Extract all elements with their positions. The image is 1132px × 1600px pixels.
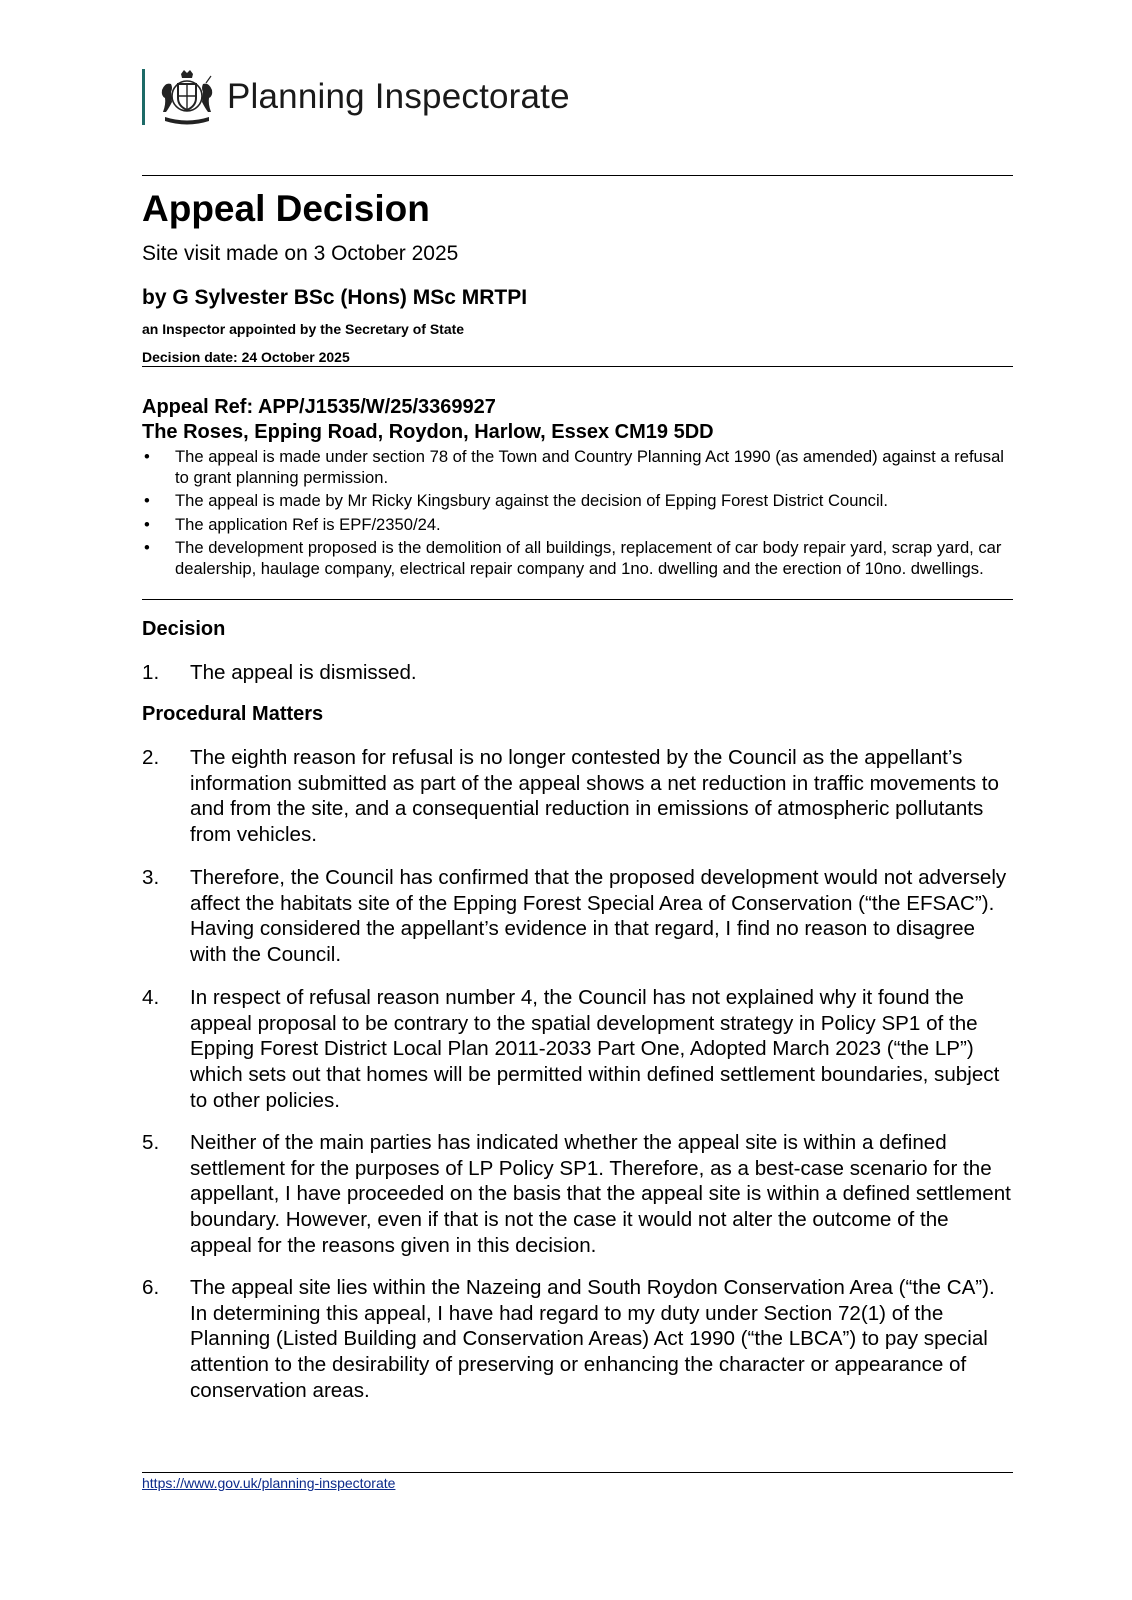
list-item: • The development proposed is the demolition of all buildings, replacement of car body repair yard, scrap yard, car dealership, haulage company, electrical repair company and 1no. dwelling and the erection of 10no. dwellings. (142, 538, 1013, 579)
paragraph-number: 1. (142, 661, 160, 684)
footer-divider (142, 1472, 1013, 1473)
paragraph-6 (142, 1275, 1013, 1404)
paragraph-4 (142, 985, 1013, 1114)
paragraph-number: 5. (142, 1131, 160, 1154)
paragraph-text: Therefore, the Council has confirmed that the proposed development would not adversely affect the habitats site of the Epping Forest Special Area of Conservation (“the EFSAC”). Having considered the appellant’s evidence in that regard, I find no reason to disagree with the Council. (190, 866, 1007, 967)
page-title: Appeal Decision (142, 188, 430, 229)
site-visit-date: Site visit made on 3 October 2025 (142, 242, 459, 265)
paragraph-text: In respect of refusal reason number 4, the Council has not explained why it found the appeal proposal to be contrary to the spatial development strategy in Policy SP1 of the Epping Forest District Local Plan 2011-2033 Part One, Adopted March 2023 (“the LP”) which sets out that homes will be permitted within defined settlement boundaries, subject to other policies. (190, 986, 1000, 1112)
paragraph-text: Neither of the main parties has indicated whether the appeal site is within a defined settlement for the purposes of LP Policy SP1. Therefore, as a best-case scenario for the appellant, I have proceeded on the basis that the appeal site is within a defined settlement boundary. However, even if that is not the case it would not alter the outcome of the appeal for the reasons given in this decision. (190, 1131, 1011, 1257)
appeal-ref: Appeal Ref: APP/J1535/W/25/3369927 (142, 396, 496, 418)
inspector-appointment: an Inspector appointed by the Secretary of State (142, 321, 465, 337)
inspector-name: by G Sylvester BSc (Hons) MSc MRTPI (142, 286, 528, 309)
decision-date: Decision date: 24 October 2025 (142, 349, 350, 365)
paragraph-number: 3. (142, 866, 160, 889)
list-item: • The application Ref is EPF/2350/24. (142, 515, 1013, 536)
paragraph-2 (142, 745, 1013, 848)
divider-below-appeal (142, 599, 1013, 600)
list-item: • The appeal is made by Mr Ricky Kingsbury against the decision of Epping Forest District Council. (142, 491, 1013, 512)
paragraph-text: The appeal is dismissed. (190, 661, 417, 684)
decision-heading: Decision (142, 618, 226, 640)
paragraph-text: The eighth reason for refusal is no longer contested by the Council as the appellant’s information submitted as part of the appeal shows a net reduction in traffic movements to and from the site, and a consequential reduction in emissions of atmospheric pollutants from vehicles. (190, 746, 999, 847)
paragraph-number: 2. (142, 746, 160, 769)
paragraph-text: The appeal site lies within the Nazeing and South Roydon Conservation Area (“the CA”). In determining this appeal, I have had regard to my duty under Section 72(1) of the Planning (Listed Building and Conservation Areas) Act 1990 (“the LBCA”) to pay special attention to the desirability of preserving or enhancing the character or appearance of conservation areas. (190, 1276, 995, 1402)
header-divider (142, 175, 1013, 176)
paragraph-3 (142, 865, 1013, 968)
appeal-details-list (142, 447, 1013, 582)
paragraph-number: 4. (142, 986, 160, 1009)
paragraph-1 (142, 660, 1013, 686)
royal-crest-icon (157, 68, 217, 126)
paragraph-number: 6. (142, 1276, 160, 1299)
list-item: • The appeal is made under section 78 of the Town and Country Planning Act 1990 (as amended) against a refusal to grant planning permission. (142, 447, 1013, 488)
divider-above-appeal (142, 366, 1013, 367)
brand-name: Planning Inspectorate (227, 77, 570, 116)
appeal-address: The Roses, Epping Road, Roydon, Harlow, Essex CM19 5DD (142, 421, 714, 443)
appeal-reference-block (142, 395, 714, 445)
logo-accent-bar (142, 69, 145, 125)
procedural-matters-heading: Procedural Matters (142, 703, 324, 725)
paragraph-5 (142, 1130, 1013, 1259)
footer-website-link[interactable]: https://www.gov.uk/planning-inspectorate (142, 1475, 396, 1491)
planning-inspectorate-logo (142, 68, 570, 126)
